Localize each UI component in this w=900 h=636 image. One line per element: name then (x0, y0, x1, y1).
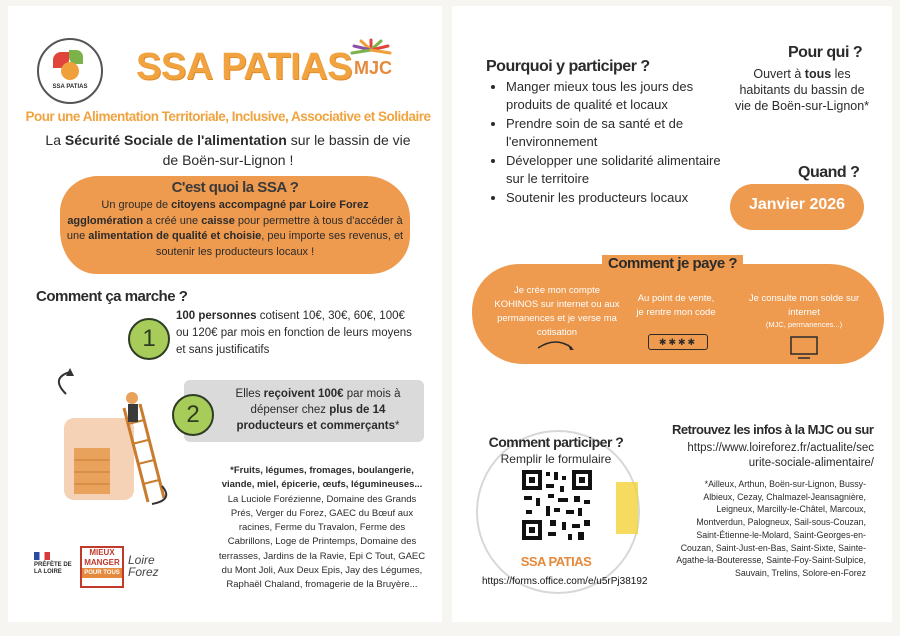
participate-logo-text: SSA PATIAS (520, 554, 592, 569)
intro-text: La Sécurité Sociale de l'alimentation sur le bassin de vie de Boën-sur-Lignon ! (45, 132, 411, 168)
step1-number: 1 (128, 318, 170, 360)
left-page (8, 6, 442, 622)
mjc-logo-text: MJC (354, 58, 393, 78)
what-heading: C'est quoi la SSA ? (171, 179, 299, 196)
pay-heading: Comment je paye ? (602, 255, 743, 272)
computer-icon (788, 336, 820, 360)
why-item: • Manger mieux tous les jours des produits de qualité et locaux (506, 78, 730, 114)
ssa-patias-logo (37, 38, 103, 104)
producers-footnote: *Fruits, légumes, fromages, boulangerie, viande, miel, épicerie, œufs, légumineuses... La Luciole Forézienne, Domaine des Grands Prés, Verger du Forez, GAEC du Bœuf aux racines, Ferme du Travalon, Ferme des Cabrillons, Loge de Printemps, Domaine des terrasses, Jardins de la Ravie, Epi C Tout, GAEC du Mont Joli, Aux Deux Epis, Jay des Légumes, Raphaël Chaland, fromagerie de la Bruyère... (218, 465, 426, 591)
info-heading: Retrouvez les infos à la MJC ou sur (672, 422, 874, 437)
when-heading: Quand ? (798, 164, 860, 181)
coin-jar-illustration (44, 368, 174, 508)
pay-step1-text: Je crée mon compte KOHINOS sur internet ou aux permanences et je verse ma cotisation (494, 285, 620, 338)
pay-step2-text: Au point de vente, je rentre mon code (636, 293, 716, 318)
prefecture-logo: PRÉFÈTE DE LA LOIRE (34, 552, 74, 576)
intro-line2: de Boën-sur-Lignon ! (162, 152, 294, 168)
step2-number: 2 (172, 394, 214, 436)
pay-step3-text: Je consulte mon solde sur internet (748, 293, 860, 318)
when-value: Janvier 2026 (748, 196, 846, 213)
code-field: ✱✱✱✱ (648, 334, 708, 350)
info-url[interactable]: https://www.loireforez.fr/actualite/securite-sociale-alimentaire/ (687, 442, 874, 469)
why-item: • Soutenir les producteurs locaux (506, 189, 730, 207)
form-url[interactable]: https://forms.office.com/e/u5rPj38192 (482, 576, 648, 587)
who-text: Ouvert à tous les habitants du bassin de vie de Boën-sur-Lignon* (734, 67, 870, 113)
mjc-logo (346, 38, 396, 84)
why-list (490, 78, 730, 208)
mieux-manger-logo: MIEUX MANGER POUR TOUS (80, 546, 124, 588)
loire-forez-logo: Loire Forez (128, 553, 159, 579)
why-heading: Pourquoi y participer ? (486, 58, 650, 75)
participate-sub: Remplir le formulaire (500, 452, 612, 466)
intro-bold: Sécurité Sociale de l'alimentation (64, 132, 287, 148)
what-text: Un groupe de citoyens accompagné par Loire Forez agglomération a créé une caisse pour permettre à tous d'accéder à une alimentation de qualité et choisie, peu importe ses revenus, et soutenir les producteurs locaux ! (66, 199, 404, 258)
arrow-icon (536, 338, 576, 352)
participate-heading: Comment participer ? (488, 434, 624, 450)
how-heading: Comment ça marche ? (36, 288, 188, 305)
yellow-stripe (616, 482, 638, 534)
who-heading: Pour qui ? (788, 44, 863, 61)
qr-code[interactable] (520, 468, 594, 542)
pay-step3-small: (MJC, permanences...) (765, 320, 843, 329)
page-title: SSA PATIAS (136, 46, 352, 88)
step2-text: Elles reçoivent 100€ par mois à dépenser chez plus de 14 producteurs et commerçants* (235, 388, 401, 432)
step1-text: 100 personnes cotisent 10€, 30€, 60€, 100€ ou 120€ par mois en fonction de leurs moyens et sans justificatifs (176, 310, 412, 356)
right-page (452, 6, 892, 622)
communes-list: *Ailleux, Arthun, Boën-sur-Lignon, Bussy-Albieux, Cezay, Chalmazel-Jeansagnière, Leigneux, Marcilly-le-Châtel, Marcoux, Montverdun, Palogneux, Sail-sous-Couzan, Saint-Étienne-le-Molard, Saint-Georges-en-Couzan, Saint-Just-en-Bas, Saint-Sixte, Sainte-Agathe-la-Bouteresse, Sainte-Foy-Saint-Sulpice, Sauvain, Trelins, Solore-en-Forez (676, 479, 866, 578)
why-item: • Prendre soin de sa santé et de l'environnement (506, 115, 730, 151)
logo-caption: SSA PATIAS (52, 84, 88, 90)
tagline: Pour une Alimentation Territoriale, Inclusive, Associative et Solidaire (25, 109, 431, 124)
why-item: • Développer une solidarité alimentaire sur le territoire (506, 152, 730, 188)
